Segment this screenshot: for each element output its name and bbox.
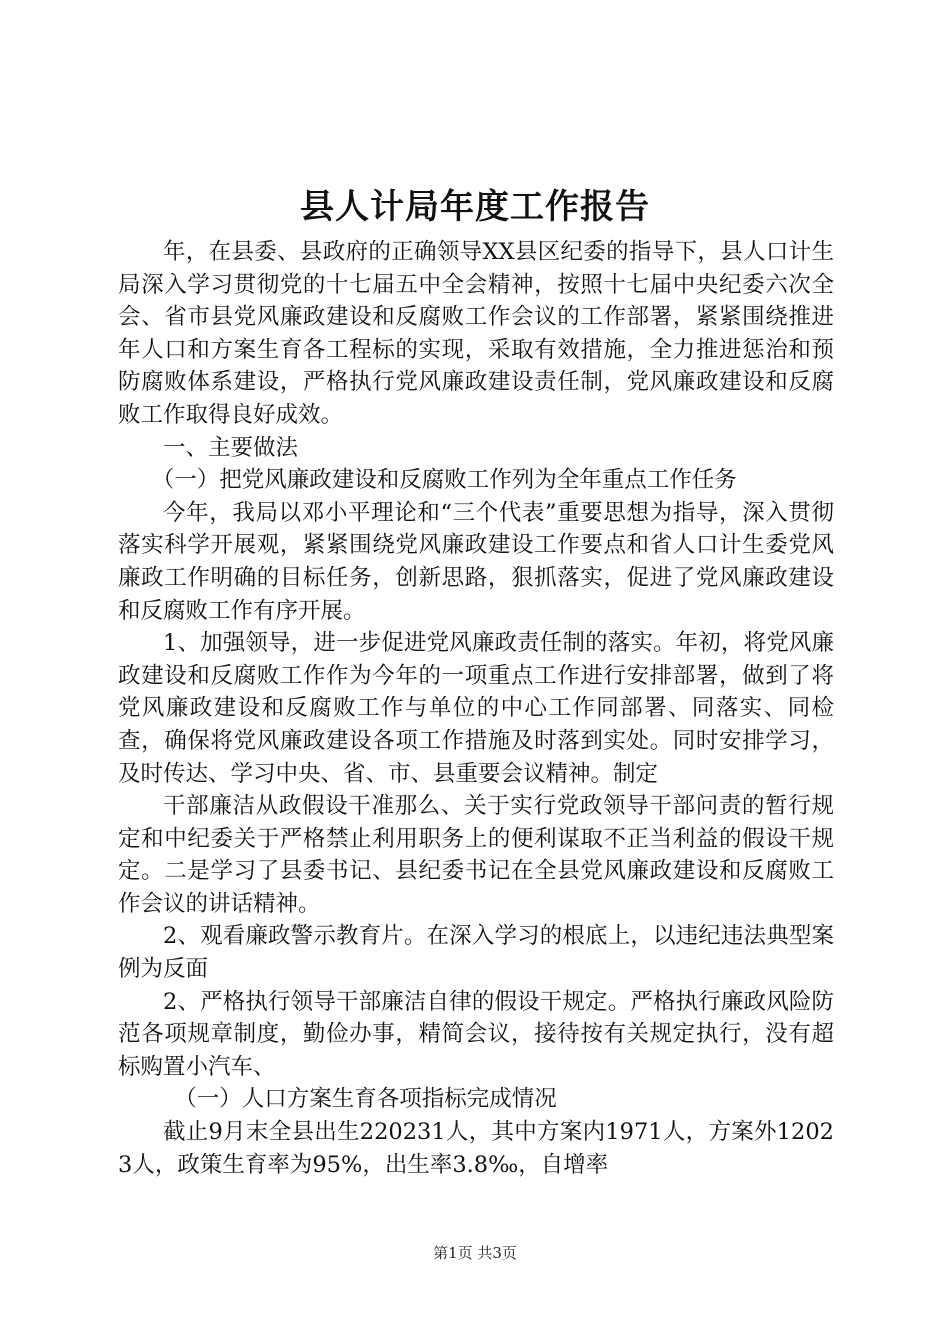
body-paragraph: 截止9月末全县出生220231人，其中方案内1971人，方案外12023人，政策生育率为95%，出生率3.8‰，自增率 [118, 1119, 834, 1178]
subsection-heading-1: （一）把党风廉政建设和反腐败工作列为全年重点工作任务 [151, 467, 737, 494]
intro-paragraph: 年，在县委、县政府的正确领导XX县区纪委的指导下，县人口计生局深入学习贯彻党的十七届五中全会精神，按照十七届中央纪委六次全会、省市县党风廉政建设和反腐败工作会议的工作部署，紧紧围绕推进年人口和方案生育各工程标的实现，采取有效措施，全力推进惩治和预防腐败体系建设，严格执行党风廉政建设责任制，党风廉政建设和反腐败工作取得良好成效。 [118, 239, 834, 428]
document-body [118, 236, 834, 1181]
body-paragraph: 2、观看廉政警示教育片。在深入学习的根底上，以违纪违法典型案例为反面 [118, 923, 834, 983]
body-paragraph: 今年，我局以邓小平理论和“三个代表”重要思想为指导，深入贯彻落实科学开展观，紧紧围绕党风廉政建设工作要点和省人口计生委党风廉政工作明确的目标任务，创新思路，狠抓落实，促进了党风廉政建设和反腐败工作有序开展。 [118, 499, 834, 624]
body-paragraph: 1、加强领导，进一步促进党风廉政责任制的落实。年初，将党风廉政建设和反腐败工作作为今年的一项重点工作进行安排部署，做到了将党风廉政建设和反腐败工作与单位的中心工作同部署、同落实、同检查，确保将党风廉政建设各项工作措施及时落到实处。同时安排学习，及时传达、学习中央、省、市、县重要会议精神。制定 [118, 630, 834, 787]
page-footer: 第1页 共3页 [433, 1244, 517, 1262]
body-paragraph: 2、严格执行领导干部廉洁自律的假设干规定。严格执行廉政风险防范各项规章制度，勤俭办事，精简会议，接待按有关规定执行，没有超标购置小汽车、 [118, 988, 834, 1080]
body-paragraph: 干部廉洁从政假设干准那么、关于实行党政领导干部问责的暂行规定和中纪委关于严格禁止利用职务上的便利谋取不正当利益的假设干规定。二是学习了县委书记、县纪委书记在全县党风廉政建设和反腐败工作会议的讲话精神。 [118, 793, 834, 917]
section-heading-main-practices: 一、主要做法 [163, 434, 299, 461]
document-title: 县人计局年度工作报告 [300, 187, 650, 227]
subsection-heading-population: （一）人口方案生育各项指标完成情况 [174, 1086, 557, 1113]
